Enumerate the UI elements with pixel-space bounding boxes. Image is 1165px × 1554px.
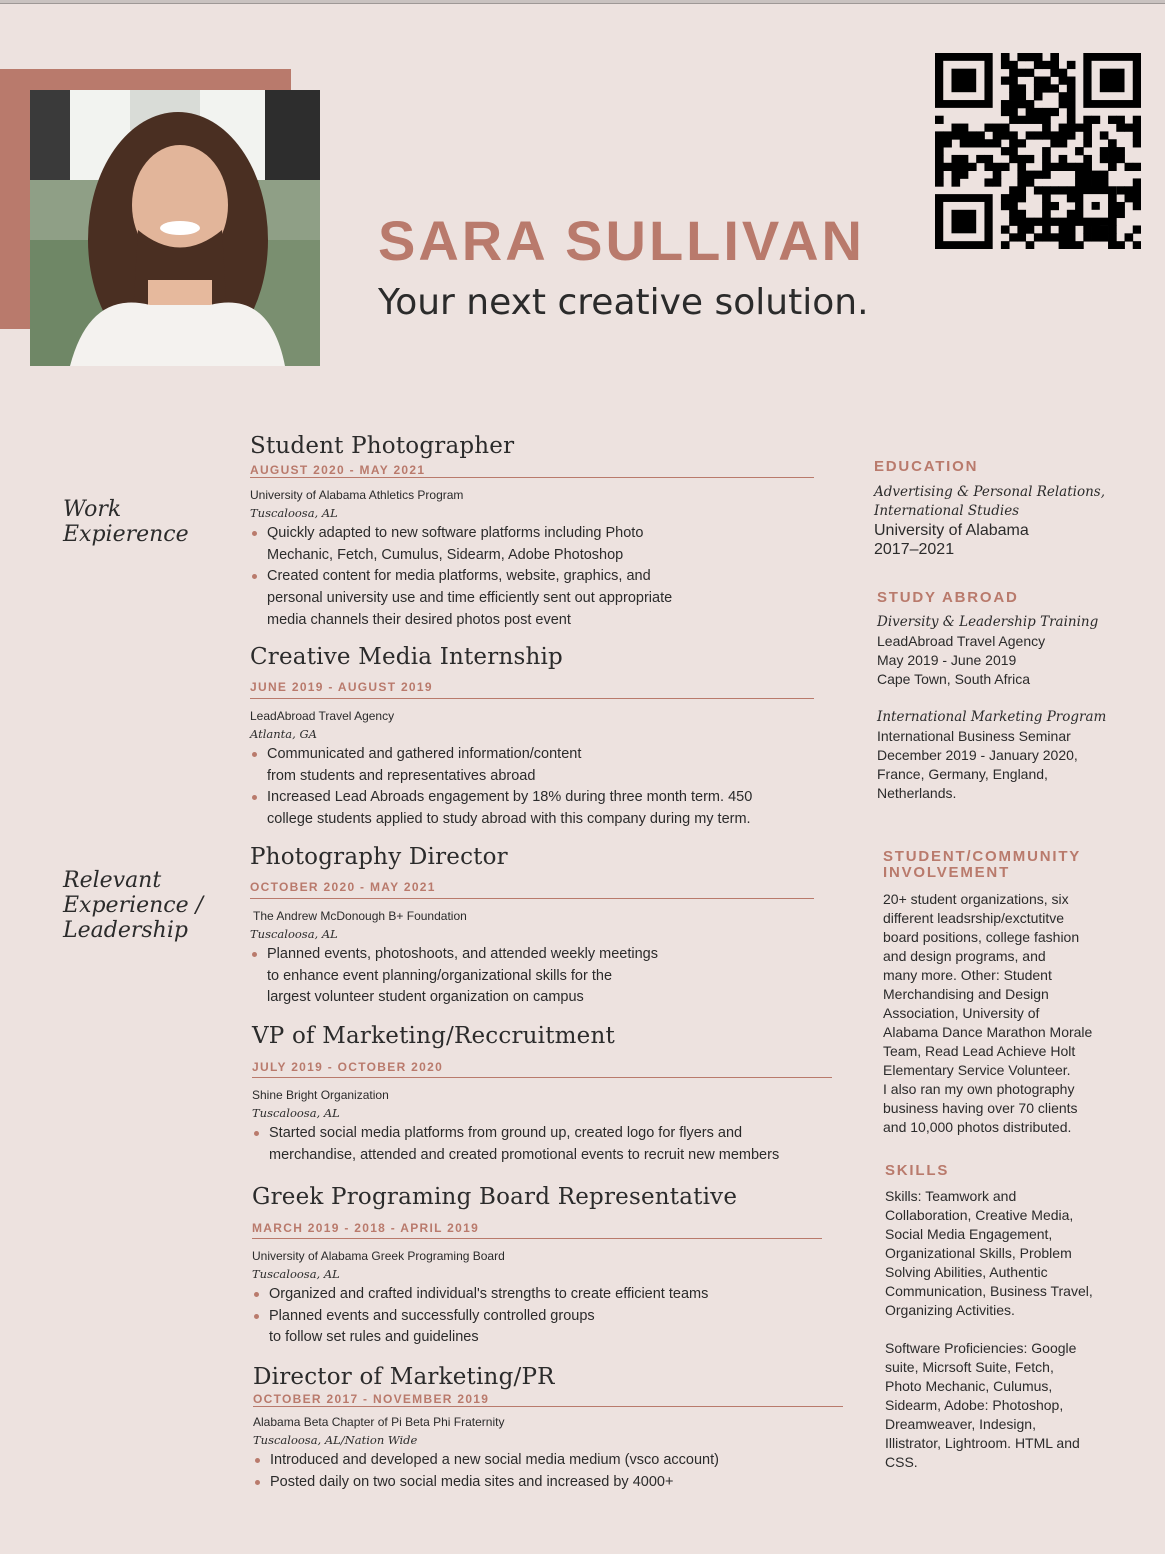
program-details: International Business Seminar December 2019 - January 2020, France, Germany, England, Netherlands. xyxy=(877,728,1078,801)
job-org: Shine Bright Organization xyxy=(252,1088,389,1102)
job-title: Student Photographer xyxy=(250,433,515,459)
profile-photo xyxy=(30,90,320,366)
job-divider xyxy=(253,1406,843,1407)
job-dates: JULY 2019 - OCTOBER 2020 xyxy=(252,1060,444,1074)
skills-text: Skills: Teamwork and Collaboration, Creative Media, Social Media Engagement, Organizational Skills, Problem Solving Abilities, Authentic Communication, Business Travel, Organizing Activities. xyxy=(885,1188,1093,1318)
job-title: Director of Marketing/PR xyxy=(253,1364,555,1390)
job-dates: OCTOBER 2017 - NOVEMBER 2019 xyxy=(253,1392,490,1406)
job-entry xyxy=(250,844,814,1009)
candidate-name: SARA SULLIVAN xyxy=(378,209,865,272)
job-title: Creative Media Internship xyxy=(250,644,563,670)
section-label-relevant: Relevant Experience / Leadership xyxy=(63,868,204,943)
job-entry xyxy=(252,1184,822,1349)
job-bullet: Created content for media platforms, website, graphics, and personal university use and time efficiently sent out appropriate media channels their desired photos post event xyxy=(250,566,814,631)
job-bullet: Quickly adapted to new software platforms including Photo Mechanic, Fetch, Cumulus, Sidearm, Adobe Photoshop xyxy=(250,523,814,566)
job-bullet: Introduced and developed a new social media medium (vsco account) xyxy=(253,1450,843,1472)
job-org: University of Alabama Athletics Program xyxy=(250,488,464,502)
involvement-section xyxy=(883,849,1143,1137)
job-title: VP of Marketing/Reccruitment xyxy=(252,1023,615,1049)
job-dates: AUGUST 2020 - MAY 2021 xyxy=(250,463,426,477)
program-name: Diversity & Leadership Training xyxy=(877,614,1099,630)
job-divider xyxy=(252,1077,832,1078)
job-entry xyxy=(253,1364,843,1493)
job-divider xyxy=(250,698,814,699)
tagline: Your next creative solution. xyxy=(378,282,869,323)
job-org: The Andrew McDonough B+ Foundation xyxy=(253,909,467,923)
education-section xyxy=(874,459,1134,559)
job-entry xyxy=(250,644,814,831)
job-bullet: Planned events, photoshoots, and attended weekly meetings to enhance event planning/organizational skills for the largest volunteer student organization on campus xyxy=(250,944,814,1009)
job-bullet: Posted daily on two social media sites and increased by 4000+ xyxy=(253,1472,843,1494)
job-location: Tuscaloosa, AL xyxy=(252,1106,340,1120)
education-heading: EDUCATION xyxy=(874,458,979,475)
study-abroad-heading: STUDY ABROAD xyxy=(877,589,1019,606)
job-divider xyxy=(252,1238,822,1239)
job-dates: JUNE 2019 - AUGUST 2019 xyxy=(250,680,433,694)
job-divider xyxy=(250,898,814,899)
education-degree: Advertising & Personal Relations, International Studies xyxy=(874,484,1106,519)
job-location: Atlanta, GA xyxy=(250,727,317,741)
job-bullet: Communicated and gathered information/content from students and representatives abroad xyxy=(250,744,814,787)
job-bullet: Increased Lead Abroads engagement by 18% during three month term. 450 college students applied to study abroad with this company during my term. xyxy=(250,787,814,830)
job-entry xyxy=(252,1023,832,1166)
involvement-text: 20+ student organizations, six different leadsrship/exctutitve board positions, college fashion and design programs, and many more. Other: Student Merchandising and Design Association, University of Alabama Dance Marathon Morale Team, Read Lead Achieve Holt Elementary Service Volunteer. I also ran my own photography business having over 70 clients and 10,000 photos distributed. xyxy=(883,891,1093,1135)
job-org: University of Alabama Greek Programing Board xyxy=(252,1249,505,1263)
program-details: LeadAbroad Travel Agency May 2019 - June 2019 Cape Town, South Africa xyxy=(877,633,1046,687)
job-location: Tuscaloosa, AL xyxy=(252,1267,340,1281)
qr-code[interactable] xyxy=(935,53,1141,249)
job-location: Tuscaloosa, AL xyxy=(250,927,338,941)
job-title: Greek Programing Board Representative xyxy=(252,1184,738,1210)
involvement-heading: STUDENT/COMMUNITY INVOLVEMENT xyxy=(883,848,1082,881)
education-years: 2017–2021 xyxy=(874,541,955,558)
job-bullet: Started social media platforms from ground up, created logo for flyers and merchandise, attended and created promotional events to recruit new members xyxy=(252,1123,832,1166)
skills-heading: SKILLS xyxy=(885,1162,950,1179)
education-school: University of Alabama xyxy=(874,522,1029,539)
job-location: Tuscaloosa, AL xyxy=(250,506,338,520)
job-divider xyxy=(250,477,814,478)
job-dates: MARCH 2019 - 2018 - APRIL 2019 xyxy=(252,1221,480,1235)
job-org: Alabama Beta Chapter of Pi Beta Phi Fraternity xyxy=(253,1415,505,1429)
program-name: International Marketing Program xyxy=(877,709,1107,725)
section-label-work: Work Expierence xyxy=(63,497,189,547)
software-text: Software Proficiencies: Google suite, Micrsoft Suite, Fetch, Photo Mechanic, Culumus, Sidearm, Adobe: Photoshop, Dreamweaver, Indesign, Illistrator, Lightroom. HTML and CSS. xyxy=(885,1340,1080,1470)
study-abroad-section xyxy=(877,590,1137,803)
skills-section xyxy=(885,1163,1145,1472)
top-border xyxy=(0,0,1165,4)
job-bullet: Organized and crafted individual's strengths to create efficient teams xyxy=(252,1284,822,1306)
job-org: LeadAbroad Travel Agency xyxy=(250,709,395,723)
job-bullet: Planned events and successfully controlled groups to follow set rules and guidelines xyxy=(252,1306,822,1349)
job-location: Tuscaloosa, AL/Nation Wide xyxy=(253,1433,418,1447)
job-dates: OCTOBER 2020 - MAY 2021 xyxy=(250,880,436,894)
job-entry xyxy=(250,433,814,632)
job-title: Photography Director xyxy=(250,844,508,870)
